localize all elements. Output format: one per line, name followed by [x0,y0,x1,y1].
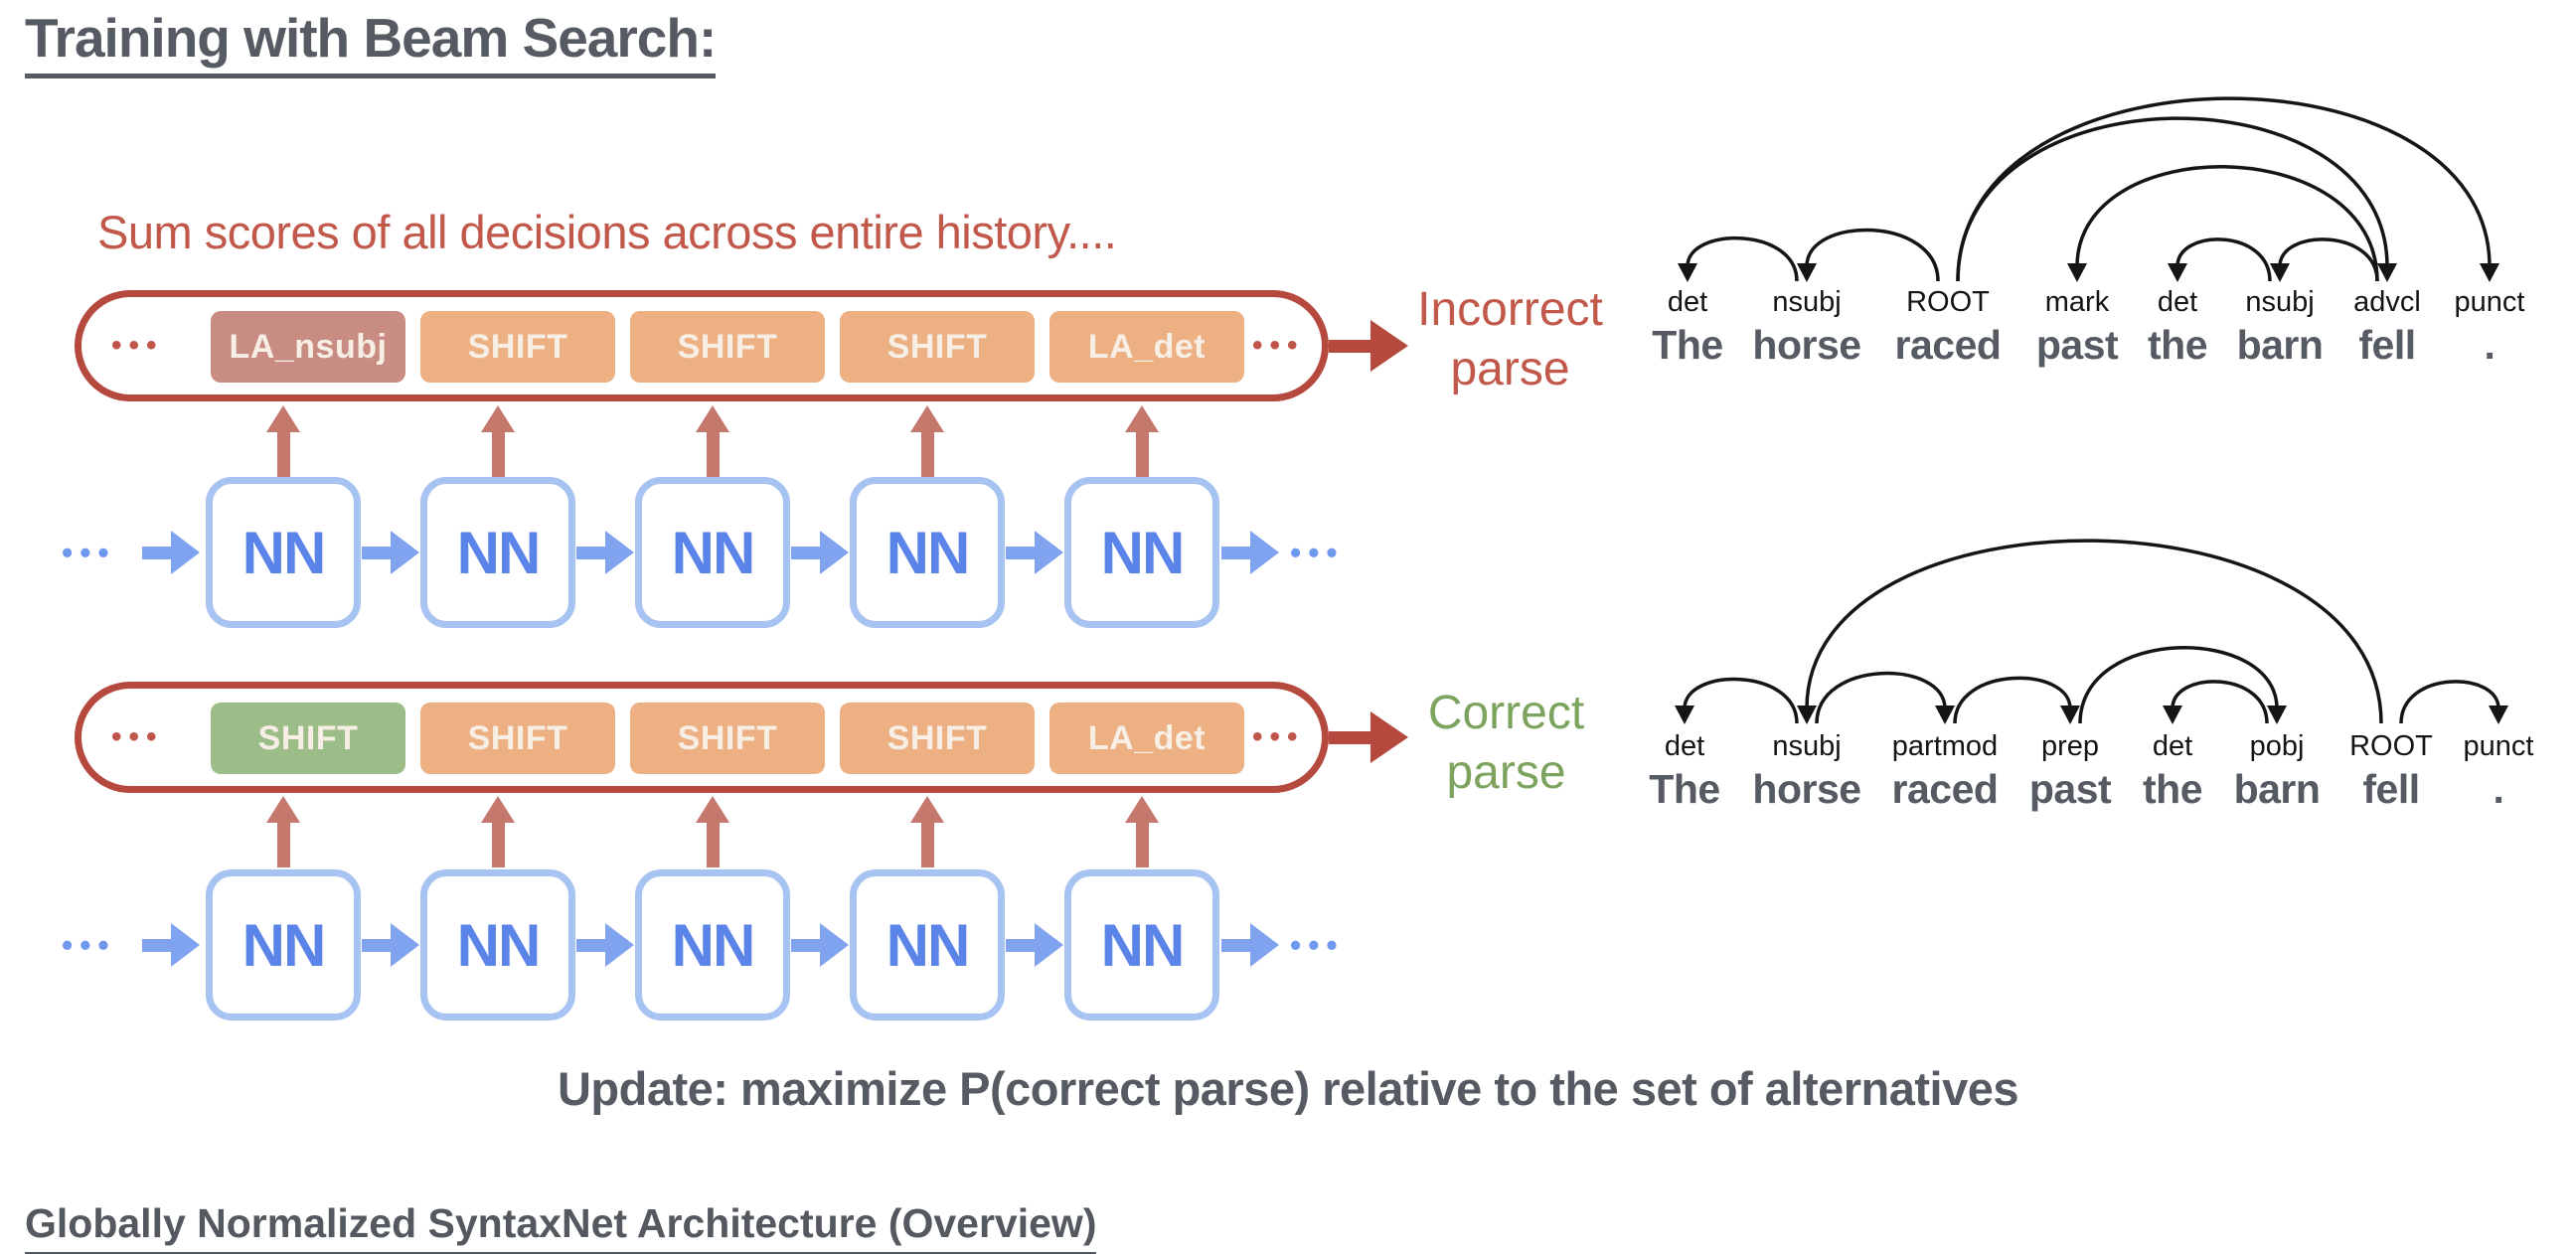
ellipsis-dots: ••• [62,927,116,963]
score-up-arrow-icon [266,796,300,867]
arc-arrowhead-icon [2168,263,2187,282]
decision-box: SHIFT [211,703,405,774]
score-up-arrow-icon [481,405,515,477]
nn-flow-arrow-icon [1221,531,1279,574]
score-up-arrow-icon [910,405,944,477]
sentence-word: fell [2362,766,2420,812]
dep-tag: pobj [2249,730,2305,762]
arc-arrowhead-icon [1675,705,1694,724]
ellipsis-dots: ••• [111,720,164,753]
incorrect-parse-label: Incorrect parse [1417,283,1603,396]
arrow-stem [277,823,290,867]
nn-flow-arrow-icon [1006,923,1063,967]
score-up-arrow-icon [910,796,944,867]
nn-box: NN [420,477,575,628]
nn-flow-arrow-icon [362,531,419,574]
sentence-word: barn [2233,766,2321,812]
dep-tag: partmod [1891,730,1999,762]
nn-flow-arrow-icon [142,923,200,967]
decision-box: SHIFT [420,311,615,383]
dep-tag: punct [2454,286,2525,318]
dep-tag: advcl [2353,286,2421,318]
arrow-stem [1136,432,1149,477]
sentence-word: horse [1752,322,1861,368]
dependency-arc [2270,239,2377,282]
ellipsis-dots: ••• [1290,535,1345,570]
sentence-word: . [2484,322,2496,368]
sentence-word: past [2028,766,2112,812]
arrow-head [696,796,729,823]
dep-tag: mark [2044,286,2110,318]
nn-box: NN [1064,477,1219,628]
decision-box: LA_nsubj [211,311,405,383]
arc-arrowhead-icon [2163,705,2182,724]
arc-arrowhead-icon [2270,263,2290,282]
nn-box: NN [206,869,361,1020]
score-up-arrow-icon [696,796,729,867]
dependency-arc [1958,98,2499,282]
dep-tag: nsubj [1772,730,1842,762]
sentence-word: the [2143,766,2202,812]
dep-tag: nsubj [1772,286,1842,318]
arc-arrowhead-icon [1678,263,1697,282]
sentence-word: raced [1894,322,2002,368]
nn-box: NN [206,477,361,628]
arrow-stem [277,432,290,477]
correct-parse-label: Correct parse [1427,687,1585,800]
dependency-arc [1817,674,1955,724]
dependency-arc [1797,230,1938,282]
footer-heading: Globally Normalized SyntaxNet Architecture (Overview) [25,1200,1096,1254]
decision-box: SHIFT [630,311,825,383]
ellipsis-dots: ••• [111,329,164,362]
page-title: Training with Beam Search: [25,6,716,78]
arrow-head [696,405,729,432]
arrow-stem [1136,823,1149,867]
dep-tag: ROOT [1906,286,1990,318]
score-up-arrow-icon [266,405,300,477]
nn-flow-arrow-icon [791,923,849,967]
arrow-stem [707,823,720,867]
ellipsis-dots: ••• [1252,329,1305,362]
arc-arrowhead-icon [1797,263,1817,282]
sentence-word: the [2148,322,2207,368]
sentence-word: The [1652,322,1723,368]
sentence-word: fell [2358,322,2416,368]
sentence-word: . [2493,766,2504,812]
dependency-arc [2168,239,2270,282]
arc-arrowhead-icon [2480,263,2499,282]
dep-tag: prep [2040,730,2100,762]
dependency-arc [1955,678,2080,724]
nn-box: NN [635,869,790,1020]
arrow-head [910,796,944,823]
arrow-stem [492,432,505,477]
dep-tag: det [1664,730,1705,762]
arrow-stem [492,823,505,867]
dep-tag: nsubj [2245,286,2315,318]
arc-arrowhead-icon [2377,263,2397,282]
dependency-arc [2401,682,2508,724]
dep-tag: det [1667,286,1708,318]
sentence-word: past [2035,322,2119,368]
arc-arrowhead-icon [1797,705,1817,724]
score-up-arrow-icon [696,405,729,477]
arc-arrowhead-icon [2067,263,2087,282]
nn-box: NN [635,477,790,628]
ellipsis-dots: ••• [1252,720,1305,753]
decision-box: SHIFT [840,703,1035,774]
score-up-arrow-icon [481,796,515,867]
dependency-arc [2163,682,2267,724]
arrow-stem [707,432,720,477]
nn-flow-arrow-icon [1221,923,1279,967]
sentence-word: horse [1752,766,1861,812]
ellipsis-dots: ••• [1290,927,1345,963]
dependency-arc [1797,541,2381,724]
nn-flow-arrow-icon [576,923,634,967]
nn-flow-arrow-icon [576,531,634,574]
arrow-head [1125,796,1159,823]
nn-flow-arrow-icon [362,923,419,967]
dependency-parse-incorrect [1645,62,2576,390]
sum-scores-caption: Sum scores of all decisions across entire history.... [97,206,1117,258]
nn-flow-arrow-icon [791,531,849,574]
sentence-word: barn [2236,322,2324,368]
dependency-parse-correct [1645,467,2576,825]
score-up-arrow-icon [1125,796,1159,867]
arrow-head [481,405,515,432]
arrow-head [910,405,944,432]
decision-box: SHIFT [630,703,825,774]
nn-box: NN [850,477,1005,628]
sentence-word: raced [1891,766,1999,812]
arc-arrowhead-icon [2489,705,2508,724]
arrow-head [1125,405,1159,432]
arrow-head [266,796,300,823]
arrow-stem [921,432,934,477]
nn-flow-arrow-icon [1006,531,1063,574]
nn-box: NN [1064,869,1219,1020]
dep-tag: det [2152,730,2193,762]
arc-arrowhead-icon [2267,705,2287,724]
arc-arrowhead-icon [2060,705,2080,724]
decision-box: SHIFT [840,311,1035,383]
dep-tag: punct [2463,730,2534,762]
nn-flow-arrow-icon [142,531,200,574]
dependency-arc [2080,648,2287,724]
arrow-stem [921,823,934,867]
arc-arrowhead-icon [1935,705,1955,724]
ellipsis-dots: ••• [62,535,116,570]
dep-tag: ROOT [2349,730,2433,762]
dependency-arc [2067,167,2377,282]
nn-box: NN [850,869,1005,1020]
dep-tag: det [2157,286,2198,318]
decision-pill-correct [75,682,1329,793]
dependency-arc [1678,238,1797,282]
dependency-arc [1675,680,1797,724]
arrow-head [481,796,515,823]
score-up-arrow-icon [1125,405,1159,477]
decision-box: SHIFT [420,703,615,774]
arrow-head [266,405,300,432]
sentence-word: The [1649,766,1720,812]
update-note: Update: maximize P(correct parse) relative to the set of alternatives [557,1062,2019,1115]
decision-box: LA_det [1049,311,1244,383]
decision-pill-incorrect [75,290,1329,401]
nn-box: NN [420,869,575,1020]
decision-box: LA_det [1049,703,1244,774]
